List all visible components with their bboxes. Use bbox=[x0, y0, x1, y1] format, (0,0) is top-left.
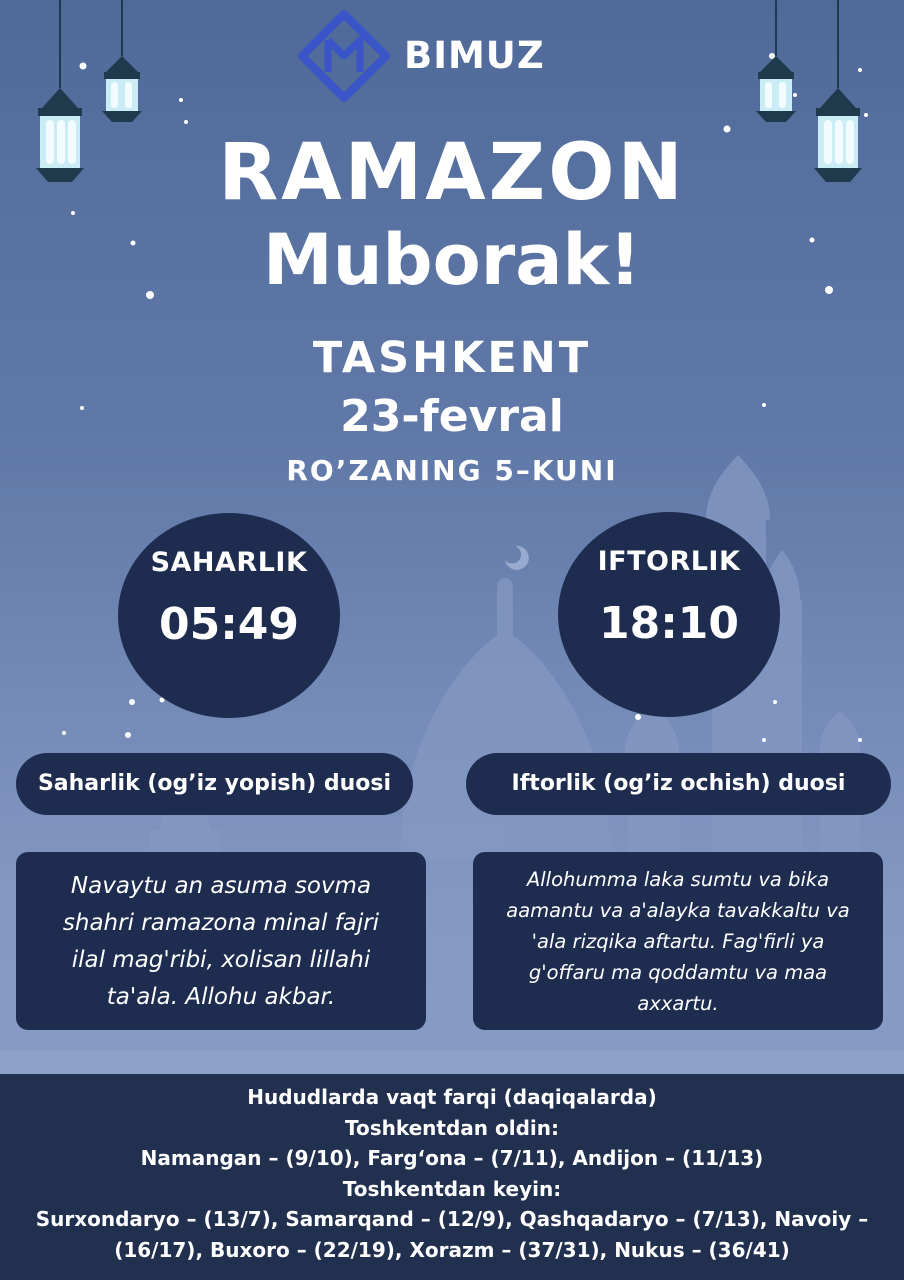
after-tashkent-list: (16/17), Buxoro – (22/19), Xorazm – (37/31), Nukus – (36/41) bbox=[114, 1237, 790, 1262]
title-ramazon: RAMAZON bbox=[218, 128, 686, 218]
iftar-prayer-title: Iftorlik (og’iz ochish) duosi bbox=[466, 753, 891, 815]
suhoor-prayer-line: ilal mag'ribi, xolisan lillahi bbox=[71, 947, 371, 973]
date-label: 23-fevral bbox=[340, 391, 564, 442]
iftar-label: IFTORLIK bbox=[597, 546, 741, 577]
brand-name: BIMUZ bbox=[404, 34, 545, 77]
after-tashkent-label: Toshkentdan keyin: bbox=[342, 1176, 562, 1201]
iftar-prayer-line: axxartu. bbox=[637, 992, 719, 1015]
suhoor-prayer-line: shahri ramazona minal fajri bbox=[62, 910, 380, 936]
bimuz-logo-icon bbox=[298, 10, 390, 102]
regional-heading: Hududlarda vaqt farqi (daqiqalarda) bbox=[247, 1085, 657, 1109]
iftar-time-circle bbox=[558, 512, 780, 717]
iftar-time: 18:10 bbox=[598, 598, 740, 649]
iftar-prayer-line: Allohumma laka sumtu va bika bbox=[526, 868, 830, 891]
before-tashkent-label: Toshkentdan oldin: bbox=[344, 1115, 559, 1140]
suhoor-time-circle bbox=[118, 513, 340, 718]
suhoor-prayer-line: Navaytu an asuma sovma bbox=[70, 873, 372, 899]
iftar-prayer-line: g'offaru ma qoddamtu va maa bbox=[528, 961, 828, 984]
regional-time-panel bbox=[0, 1074, 904, 1280]
before-tashkent-list: Namangan – (9/10), Farg‘ona – (7/11), Andijon – (11/13) bbox=[140, 1146, 764, 1170]
suhoor-time: 05:49 bbox=[158, 599, 300, 650]
city-name: TASHKENT bbox=[312, 333, 592, 383]
iftar-prayer-line: aamantu va a'alayka tavakkaltu va bbox=[506, 899, 850, 922]
suhoor-prayer-title: Saharlik (og’iz yopish) duosi bbox=[16, 753, 413, 815]
title-muborak: Muborak! bbox=[263, 219, 641, 301]
after-tashkent-list: Surxondaryo – (13/7), Samarqand – (12/9), Qashqadaryo – (7/13), Navoiy – bbox=[35, 1207, 869, 1231]
iftar-prayer-line: 'ala rizqika aftartu. Fag'firli ya bbox=[531, 930, 825, 953]
fasting-day-label: RO’ZANING 5–KUNI bbox=[286, 454, 618, 487]
suhoor-label: SAHARLIK bbox=[150, 547, 308, 578]
suhoor-prayer-line: ta'ala. Allohu akbar. bbox=[106, 984, 336, 1010]
suhoor-prayer-text bbox=[16, 852, 426, 1030]
iftar-prayer-text bbox=[473, 852, 883, 1030]
